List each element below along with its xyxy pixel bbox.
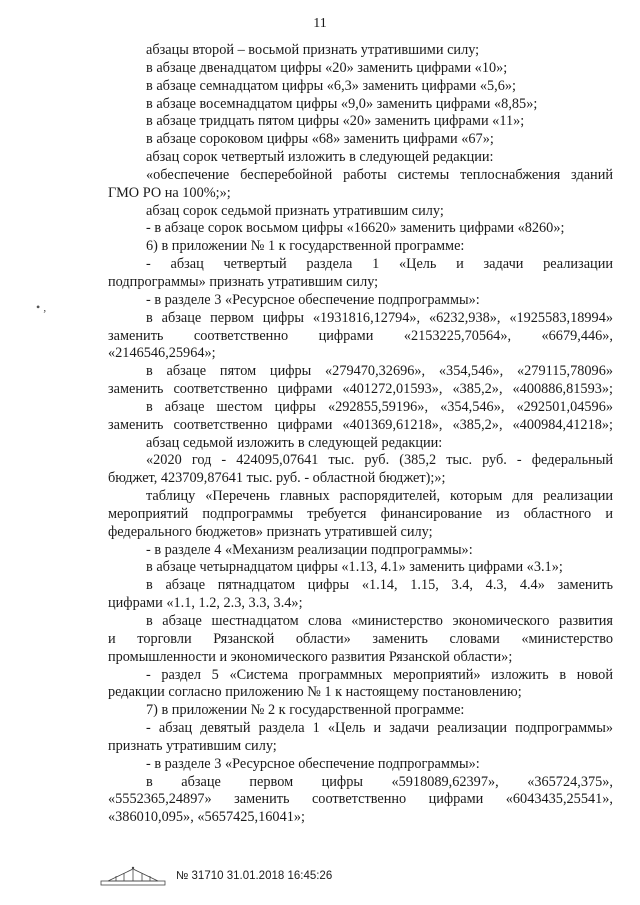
text-line: в абзаце пятом цифры «279470,32696», «354,546», «279115,78096»	[146, 363, 613, 380]
text-line: в абзаце четырнадцатом цифры «1.13, 4.1» заменить цифрами «3.1»;	[146, 559, 563, 576]
government-building-emblem-icon	[100, 866, 166, 886]
text-line: - раздел 5 «Система программных мероприятий» изложить в новой	[146, 666, 613, 683]
text-line: в абзаце семнадцатом цифры «6,3» заменить цифрами «5,6»;	[146, 77, 517, 94]
text-line: в абзаце пятнадцатом цифры «1.14, 1.15, 3.4, 4.3, 4.4» заменить	[146, 577, 613, 594]
text-line: «обеспечение бесперебойной работы системы теплоснабжения зданий	[146, 166, 613, 183]
document-body	[108, 42, 613, 827]
text-line: редакции согласно приложению № 1 к настоящему постановлению;	[108, 684, 522, 701]
text-line: промышленности и экономического развития Рязанской области»;	[108, 648, 513, 665]
text-line: - в разделе 4 «Механизм реализации подпрограммы»:	[146, 541, 473, 558]
text-line: и торговли Рязанской области» заменить словами «министерство	[108, 630, 613, 647]
text-line: «386010,095», «5657425,16041»;	[108, 809, 305, 826]
page-number: 11	[313, 16, 327, 31]
text-line: абзац сорок седьмой признать утратившим силу;	[146, 202, 444, 219]
text-line: ГМО РО на 100%;»;	[108, 184, 231, 201]
text-line: - абзац девятый раздела 1 «Цель и задачи реализации подпрограммы»	[146, 720, 613, 737]
text-line: «2020 год - 424095,07641 тыс. руб. (385,2 тыс. руб. - федеральный	[146, 452, 613, 469]
text-line: в абзаце шестнадцатом слова «министерство экономического развития	[146, 613, 613, 629]
text-line: заменить соответственно цифрами «2153225,70564», «6679,446»,	[108, 327, 613, 344]
text-line: - абзац четвертый раздела 1 «Цель и задачи реализации	[146, 256, 613, 273]
footer	[100, 866, 332, 886]
text-line: 7) в приложении № 2 к государственной программе:	[146, 702, 465, 719]
text-line: цифрами «1.1, 1.2, 2.3, 3.3, 3.4»;	[108, 595, 303, 612]
text-line: заменить соответственно цифрами «401272,01593», «385,2», «400886,81593»;	[108, 381, 613, 398]
text-line: мероприятий подпрограммы требуется финансирование из областного и	[108, 505, 613, 522]
text-line: абзац сорок четвертый изложить в следующей редакции:	[146, 149, 494, 166]
text-line: - в разделе 3 «Ресурсное обеспечение подпрограммы»:	[146, 755, 480, 772]
text-line: в абзаце первом цифры «5918089,62397», «365724,375»,	[146, 773, 613, 790]
text-line: - в разделе 3 «Ресурсное обеспечение подпрограммы»:	[146, 291, 480, 308]
text-line: абзац седьмой изложить в следующей редакции:	[146, 434, 443, 451]
text-line: - в абзаце сорок восьмом цифры «16620» заменить цифрами «8260»;	[146, 220, 565, 237]
text-line: в абзаце восемнадцатом цифры «9,0» заменить цифрами «8,85»;	[146, 95, 538, 112]
text-line: в абзаце шестом цифры «292855,59196», «354,546», «292501,04596»	[146, 398, 613, 415]
text-line: в абзаце тридцать пятом цифры «20» заменить цифрами «11»;	[146, 113, 525, 130]
margin-mark: • ,	[36, 300, 47, 314]
text-line: таблицу «Перечень главных распорядителей, которым для реализации	[146, 488, 613, 505]
text-line: в абзаце сороковом цифры «68» заменить цифрами «67»;	[146, 131, 494, 148]
text-line: в абзаце первом цифры «1931816,12794», «6232,938», «1925583,18994»	[146, 309, 613, 326]
text-line: 6) в приложении № 1 к государственной программе:	[146, 238, 465, 255]
text-line: признать утратившим силу;	[108, 737, 277, 754]
registration-stamp: № 31710 31.01.2018 16:45:26	[176, 870, 333, 882]
text-line: «5552365,24897» заменить соответственно цифрами «6043435,25541»,	[108, 791, 613, 808]
text-line: абзацы второй – восьмой признать утратившими силу;	[146, 42, 480, 58]
text-line: подпрограммы» признать утратившим силу;	[108, 273, 379, 290]
text-line: бюджет, 423709,87641 тыс. руб. - областной бюджет);»;	[108, 470, 446, 487]
text-line: федерального бюджетов» признать утратившей силу;	[108, 523, 433, 540]
text-line: заменить соответственно цифрами «401369,61218», «385,2», «400984,41218»;	[108, 416, 613, 433]
text-line: в абзаце двенадцатом цифры «20» заменить цифрами «10»;	[146, 59, 508, 76]
text-line: «2146546,25964»;	[108, 345, 216, 362]
